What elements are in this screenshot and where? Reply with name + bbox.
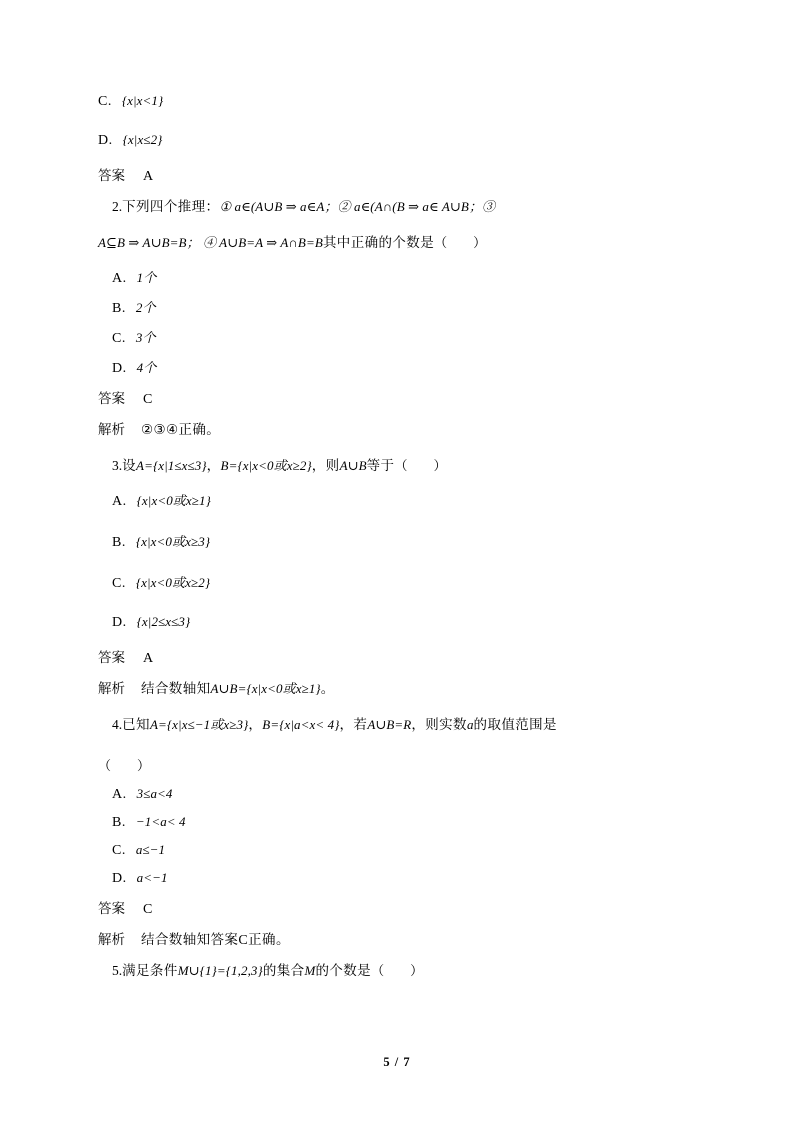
question-stem-sep-2: ， (339, 717, 354, 733)
solution-label: 解析 (98, 681, 125, 697)
solution-answer-value: C (238, 933, 249, 948)
question-number: 4. (112, 717, 123, 732)
question-stem-text-2: 若 (353, 717, 368, 733)
option-label: C. (112, 331, 126, 346)
option-text: 4个 (136, 360, 157, 375)
option-text: {x|x<1} (121, 93, 164, 108)
option-text: 2个 (135, 300, 156, 315)
question-stem-math-1: M∪{1}={1,2,3} (177, 963, 263, 978)
question-stem-math-4: a (466, 717, 474, 732)
option-row (98, 869, 698, 887)
option-text: {x|x<0或x≥1} (136, 493, 211, 508)
question-stem-math-3: A∪B (339, 458, 367, 473)
question-stem-text: 下列四个推理： (122, 199, 220, 215)
question-stem-sep-1: ， (206, 458, 221, 474)
question-number: 2. (112, 199, 123, 214)
answer-blank: （ ） (394, 459, 447, 474)
question-stem (98, 959, 698, 980)
question-blank-row (98, 755, 698, 775)
answer-value: C (143, 902, 153, 917)
option-text: {x|x<0或x≥2} (135, 575, 211, 590)
question-stem-text-1: 已知 (122, 717, 150, 733)
solution-row (98, 928, 698, 949)
answer-row (98, 164, 698, 185)
question-stem-math-2: B={x|x<0或x≥2} (220, 458, 312, 473)
option-text: a≤−1 (135, 842, 166, 857)
question-stem-math-2: ② a∈(A∩(B ⇒ a∈ A∪B； (337, 199, 483, 214)
question-stem-text-2: 其中正确的个数是 (322, 235, 435, 251)
answer-value: A (143, 169, 154, 184)
option-text: −1<a< 4 (135, 814, 186, 829)
answer-row (98, 897, 698, 918)
question-stem (98, 454, 698, 475)
option-label: D. (112, 871, 127, 886)
answer-label: 答案 (98, 391, 125, 407)
question-stem-text-1: 满足条件 (122, 963, 178, 979)
option-text: a<−1 (136, 870, 168, 885)
answer-blank: （ ） (98, 759, 151, 774)
question-number: 5. (112, 963, 123, 978)
solution-text-2: 正确。 (248, 932, 290, 948)
solution-math: A∪B={x|x<0或x≥1} (210, 681, 321, 696)
solution-period: 。 (320, 681, 335, 697)
option-row (98, 813, 698, 831)
option-label: C. (112, 576, 126, 591)
option-row (98, 267, 698, 287)
question-stem-math-1: ① a∈(A∪B ⇒ a∈A； (219, 199, 338, 214)
question-stem-text-4: 的取值范围是 (473, 717, 557, 733)
solution-text-1: 结合数轴知答案 (141, 932, 239, 948)
option-label: C. (98, 94, 112, 109)
question-stem-math-2: M (304, 963, 316, 978)
answer-row (98, 387, 698, 408)
option-label: D. (98, 133, 113, 148)
question-stem-math-4: A⊆B ⇒ A∪B=B； ④ A∪B=A ⇒ A∩B=B (98, 235, 323, 250)
option-label: B. (112, 815, 126, 830)
option-label: A. (112, 787, 127, 802)
option-row (98, 572, 698, 592)
option-label: D. (112, 615, 127, 630)
answer-label: 答案 (98, 901, 125, 917)
option-row (98, 92, 698, 110)
option-row (98, 297, 698, 317)
option-text: {x|x≤2} (122, 132, 163, 147)
question-number: 3. (112, 458, 123, 473)
answer-label: 答案 (98, 650, 125, 666)
answer-value: A (143, 651, 154, 666)
question-stem-continued (98, 231, 698, 252)
solution-label: 解析 (98, 932, 125, 948)
question-stem-text-1: 设 (122, 458, 137, 474)
option-row (98, 841, 698, 859)
page-content (98, 92, 698, 980)
question-stem-text-3: 的个数是 (315, 963, 372, 979)
option-label: A. (112, 271, 127, 286)
question-stem-math-3: ③ (482, 199, 496, 214)
option-text: 1个 (136, 270, 157, 285)
option-label: B. (112, 301, 126, 316)
answer-value: C (143, 392, 153, 407)
option-row (98, 785, 698, 803)
question-stem-text-3: 则实数 (425, 717, 467, 733)
question-stem-math-2: B={x|a<x< 4} (262, 717, 340, 732)
option-text: {x|x<0或x≥3} (135, 534, 211, 549)
option-label: D. (112, 361, 127, 376)
option-row (98, 131, 698, 149)
question-stem-math-3: A∪B=R (367, 717, 412, 732)
question-stem-sep-1: ， (248, 717, 263, 733)
option-label: C. (112, 843, 126, 858)
answer-label: 答案 (98, 168, 125, 184)
option-row (98, 357, 698, 377)
question-stem-text-2: 则 (325, 458, 340, 474)
solution-text: 结合数轴知 (141, 681, 211, 697)
option-label: A. (112, 494, 127, 509)
solution-row (98, 418, 698, 439)
solution-text: ②③④正确。 (141, 422, 221, 438)
page-footer: 5 / 7 (383, 1055, 411, 1069)
option-text: {x|2≤x≤3} (136, 614, 191, 629)
option-label: B. (112, 535, 126, 550)
question-stem-text-2: 的集合 (262, 963, 305, 979)
solution-label: 解析 (98, 422, 125, 438)
question-stem-math-1: A={x|1≤x≤3} (136, 458, 207, 473)
question-stem-sep-3: ， (411, 717, 426, 733)
option-row (98, 531, 698, 551)
question-stem (98, 713, 698, 734)
question-stem-text-3: 等于 (366, 458, 395, 474)
option-row (98, 327, 698, 347)
question-stem (98, 195, 698, 216)
answer-blank: （ ） (371, 964, 424, 979)
option-row (98, 613, 698, 631)
question-stem-math-1: A={x|x≤−1或x≥3} (149, 717, 249, 732)
answer-row (98, 646, 698, 667)
option-text: 3≤a<4 (136, 786, 173, 801)
solution-row (98, 677, 698, 698)
answer-blank: （ ） (434, 236, 487, 251)
option-row (98, 490, 698, 510)
question-stem-sep-2: ， (311, 458, 326, 474)
option-text: 3个 (135, 330, 156, 345)
